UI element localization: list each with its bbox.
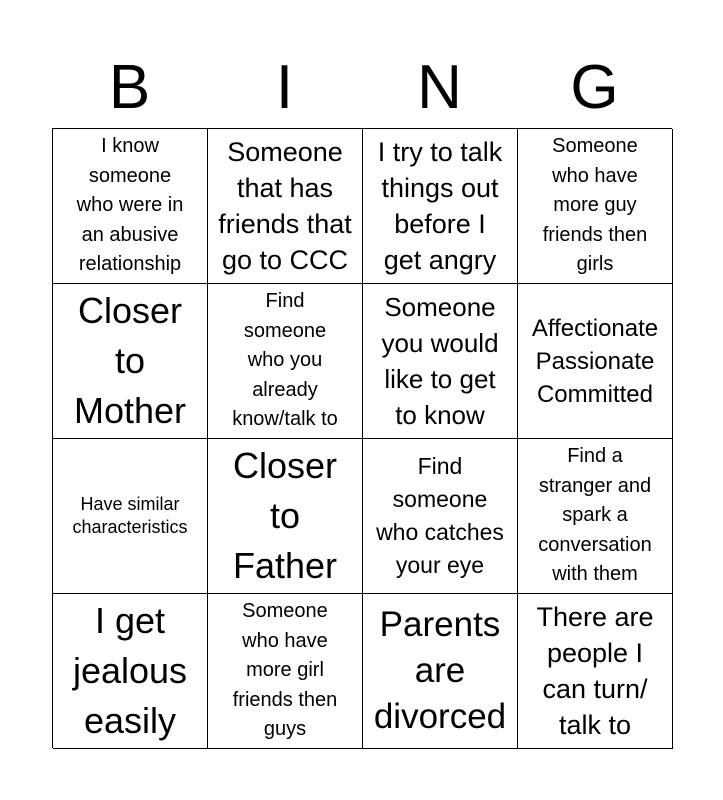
cell-text: I get jealous easily xyxy=(72,600,188,741)
bingo-cell-r4c3[interactable] xyxy=(363,594,518,749)
bingo-cell-r2c2[interactable] xyxy=(208,284,363,439)
cell-text: There are people I can turn/ talk to xyxy=(536,602,654,740)
cell-text: Closer to Mother xyxy=(73,290,187,431)
bingo-header xyxy=(52,50,672,126)
bingo-cell-r4c1[interactable] xyxy=(53,594,208,749)
cell-text: Affectionate Passionate Committed xyxy=(531,314,659,408)
cell-text: Someone that has friends that go to CCC xyxy=(218,137,352,275)
cell-text: Find a stranger and spark a conversation with them xyxy=(538,445,652,586)
header-letter-n: N xyxy=(417,53,462,122)
bingo-cell-r1c1[interactable] xyxy=(53,129,208,284)
header-letter-b: B xyxy=(108,53,151,122)
cell-text: I try to talk things out before I get angry xyxy=(377,137,503,275)
cell-text: Someone you would like to get to know xyxy=(381,292,499,430)
cell-text: Someone who have more guy friends then girls xyxy=(542,135,648,276)
bingo-card-grid xyxy=(52,128,672,748)
header-letter-g: G xyxy=(570,53,619,122)
bingo-cell-r4c2[interactable] xyxy=(208,594,363,749)
bingo-cell-r2c3[interactable] xyxy=(363,284,518,439)
bingo-cell-r3c4[interactable] xyxy=(518,439,673,594)
bingo-cell-r3c2[interactable] xyxy=(208,439,363,594)
cell-text: Find someone who you already know/talk to xyxy=(232,290,338,431)
bingo-cell-r4c4[interactable] xyxy=(518,594,673,749)
bingo-cell-r2c1[interactable] xyxy=(53,284,208,439)
cell-text: Someone who have more girl friends then guys xyxy=(232,600,338,741)
cell-text: Closer to Father xyxy=(232,445,338,586)
bingo-cell-r3c1[interactable] xyxy=(53,439,208,594)
bingo-cell-r1c3[interactable] xyxy=(363,129,518,284)
cell-text: I know someone who were in an abusive relationship xyxy=(76,135,184,276)
cell-text: Parents are divorced xyxy=(373,605,507,736)
bingo-cell-r1c4[interactable] xyxy=(518,129,673,284)
bingo-cell-r1c2[interactable] xyxy=(208,129,363,284)
bingo-cell-r3c3[interactable] xyxy=(363,439,518,594)
bingo-cell-r2c4[interactable] xyxy=(518,284,673,439)
cell-text: Have similar characteristics xyxy=(72,494,188,537)
header-letter-i: I xyxy=(275,53,294,122)
cell-text: Find someone who catches your eye xyxy=(376,453,504,578)
